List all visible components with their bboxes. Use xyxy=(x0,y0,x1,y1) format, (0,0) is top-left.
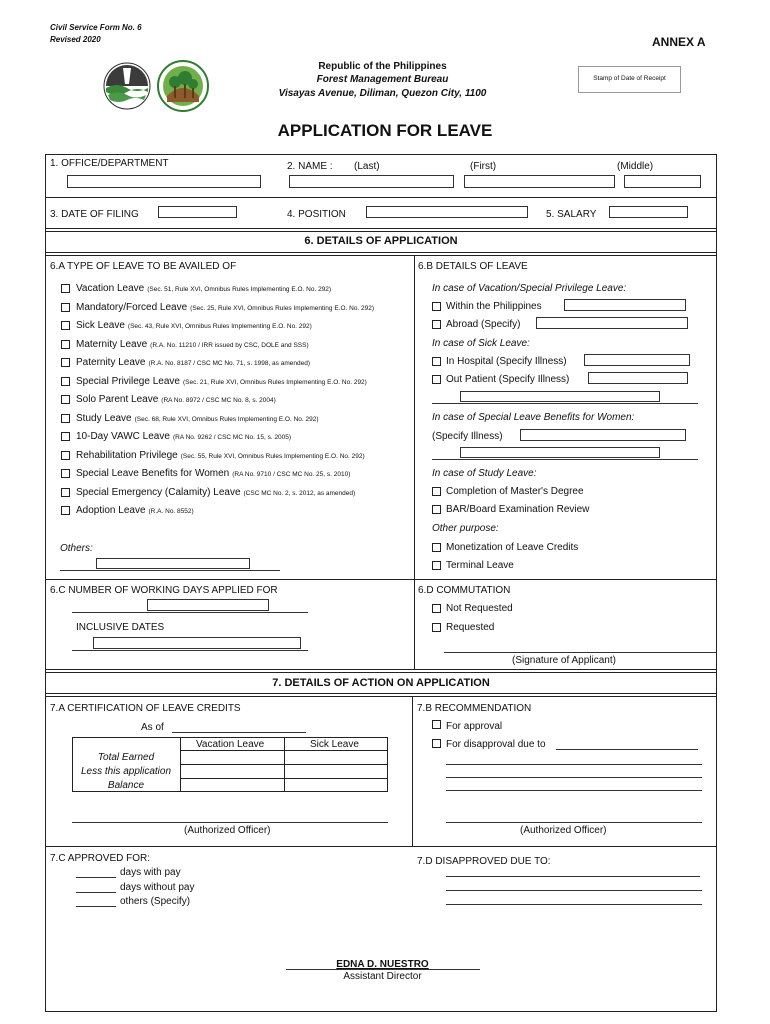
out-patient-extra-field[interactable] xyxy=(460,391,660,402)
table-row: Total Earned xyxy=(97,752,155,763)
leave-type-checkbox[interactable] xyxy=(61,451,70,460)
women-illness-field[interactable] xyxy=(520,429,686,441)
leave-type-item xyxy=(76,376,367,387)
women-line xyxy=(432,459,698,460)
leave-type-name: Special Privilege Leave xyxy=(76,376,180,387)
column-divider xyxy=(412,696,413,846)
requested-label: Requested xyxy=(446,622,495,633)
address-text: Visayas Avenue, Diliman, Quezon City, 1100 xyxy=(278,88,487,99)
days-with-pay-line xyxy=(76,877,116,878)
monetization-label: Monetization of Leave Credits xyxy=(446,542,579,553)
leave-type-checkbox[interactable] xyxy=(61,506,70,515)
abroad-field[interactable] xyxy=(536,317,688,329)
divider xyxy=(45,693,717,694)
republic-text: Republic of the Philippines xyxy=(318,61,447,72)
bar-review-checkbox[interactable] xyxy=(432,505,441,514)
as-of-label: As of xyxy=(141,722,164,733)
leave-type-reference: (R.A. No. 8552) xyxy=(148,508,194,515)
leave-type-name: Study Leave xyxy=(76,413,132,424)
disapproval-line xyxy=(446,764,702,765)
name-last-label: (Last) xyxy=(354,161,380,172)
date-filing-label: 3. DATE OF FILING xyxy=(50,209,139,220)
authorized-officer-label-b: (Authorized Officer) xyxy=(520,825,607,836)
within-philippines-checkbox[interactable] xyxy=(432,302,441,311)
terminal-leave-label: Terminal Leave xyxy=(446,560,514,571)
table-row: Balance xyxy=(107,780,145,791)
bar-review-label: BAR/Board Examination Review xyxy=(446,504,590,515)
col-vacation-header: Vacation Leave xyxy=(196,739,265,750)
leave-type-checkbox[interactable] xyxy=(61,303,70,312)
disapproved-line xyxy=(446,904,702,905)
divider xyxy=(45,579,717,580)
leave-type-name: Rehabilitation Privilege xyxy=(76,450,178,461)
office-label: 1. OFFICE/DEPARTMENT xyxy=(50,158,169,169)
section6a-title: 6.A TYPE OF LEAVE TO BE AVAILED OF xyxy=(50,261,237,272)
out-patient-checkbox[interactable] xyxy=(432,375,441,384)
terminal-leave-checkbox[interactable] xyxy=(432,561,441,570)
table-row-divider xyxy=(180,750,388,751)
leave-type-item xyxy=(76,302,374,313)
in-hospital-checkbox[interactable] xyxy=(432,357,441,366)
out-patient-line xyxy=(432,403,698,404)
women-case-label: In case of Special Leave Benefits for Women: xyxy=(432,412,635,423)
days-without-pay-line xyxy=(76,892,116,893)
disapproved-line xyxy=(446,890,702,891)
divider xyxy=(45,846,717,847)
section7b-title: 7.B RECOMMENDATION xyxy=(417,703,532,714)
divider xyxy=(45,231,717,232)
leave-type-reference: (CSC MC No. 2, s. 2012, as amended) xyxy=(243,490,356,497)
position-field[interactable] xyxy=(366,206,528,218)
days-without-pay-label: days without pay xyxy=(120,882,195,893)
leave-type-name: Paternity Leave xyxy=(76,357,146,368)
divider xyxy=(45,228,717,229)
annex-label: ANNEX A xyxy=(652,35,706,49)
not-requested-checkbox[interactable] xyxy=(432,604,441,613)
form-number: Civil Service Form No. 6 xyxy=(50,23,142,32)
disapproval-line xyxy=(446,777,702,778)
leave-type-checkbox[interactable] xyxy=(61,358,70,367)
inclusive-dates-label: INCLUSIVE DATES xyxy=(76,622,165,633)
for-disapproval-label: For disapproval due to xyxy=(446,739,546,750)
leave-type-reference: (R.A. No. 11210 / IRR issued by CSC, DOLE and SSS) xyxy=(150,342,309,349)
leave-type-item xyxy=(76,450,365,461)
stamp-box: Stamp of Date of Receipt xyxy=(578,66,681,93)
leave-type-name: Solo Parent Leave xyxy=(76,394,159,405)
leave-type-reference: (Sec. 43, Rule XVI, Omnibus Rules Implementing E.O. No. 292) xyxy=(127,323,312,330)
last-name-field[interactable] xyxy=(289,175,454,188)
signature-label: (Signature of Applicant) xyxy=(512,655,616,666)
name-label: 2. NAME : xyxy=(287,161,333,172)
leave-type-item xyxy=(76,320,312,331)
leave-type-checkbox[interactable] xyxy=(61,432,70,441)
leave-type-reference: (RA No. 9262 / CSC MC No. 15, s. 2005) xyxy=(172,434,292,441)
leave-type-item xyxy=(76,505,194,516)
disapproval-line xyxy=(446,790,702,791)
leave-type-item xyxy=(76,431,291,442)
leave-type-checkbox[interactable] xyxy=(61,414,70,423)
study-case-label: In case of Study Leave: xyxy=(432,468,537,479)
leave-type-item xyxy=(76,468,350,479)
in-hospital-label: In Hospital (Specify Illness) xyxy=(446,356,567,367)
leave-type-name: Mandatory/Forced Leave xyxy=(76,302,188,313)
position-label: 4. POSITION xyxy=(287,209,346,220)
masters-label: Completion of Master's Degree xyxy=(446,486,584,497)
out-patient-label: Out Patient (Specify Illness) xyxy=(446,374,570,385)
leave-type-reference: (Sec. 21, Rule XVI, Omnibus Rules Implementing E.O. No. 292) xyxy=(182,379,367,386)
salary-field[interactable] xyxy=(609,206,688,218)
name-middle-label: (Middle) xyxy=(617,161,654,172)
inclusive-dates-field[interactable] xyxy=(93,637,301,649)
section6c-title: 6.C NUMBER OF WORKING DAYS APPLIED FOR xyxy=(50,585,278,596)
others-label: Others: xyxy=(60,543,93,554)
leave-type-checkbox[interactable] xyxy=(61,469,70,478)
section6-title: 6. DETAILS OF APPLICATION xyxy=(304,235,458,247)
others-field[interactable] xyxy=(96,558,250,569)
others-line xyxy=(60,570,280,571)
signature-line xyxy=(444,652,716,653)
leave-type-checkbox[interactable] xyxy=(61,284,70,293)
divider xyxy=(45,252,717,253)
section7a-title: 7.A CERTIFICATION OF LEAVE CREDITS xyxy=(50,703,241,714)
for-approval-label: For approval xyxy=(446,721,503,732)
table-row-divider xyxy=(180,778,388,779)
working-days-field[interactable] xyxy=(147,599,269,611)
abroad-checkbox[interactable] xyxy=(432,320,441,329)
inclusive-dates-line xyxy=(72,650,308,651)
signatory-title: Assistant Director xyxy=(343,971,422,982)
leave-type-name: Special Emergency (Calamity) Leave xyxy=(76,487,241,498)
leave-type-name: Sick Leave xyxy=(76,320,125,331)
leave-type-reference: (RA No. 8972 / CSC MC No. 8, s. 2004) xyxy=(161,397,276,404)
monetization-checkbox[interactable] xyxy=(432,543,441,552)
within-philippines-label: Within the Philippines xyxy=(446,301,542,312)
disapproval-line xyxy=(556,749,698,750)
divider xyxy=(45,255,717,256)
signatory-name: EDNA D. NUESTRO xyxy=(336,959,429,970)
section7d-title: 7.D DISAPPROVED DUE TO: xyxy=(417,856,551,867)
leave-type-item xyxy=(76,394,276,405)
leave-type-reference: (Sec. 68, Rule XVI, Omnibus Rules Implementing E.O. No. 292) xyxy=(134,416,319,423)
leave-type-item xyxy=(76,283,331,294)
leave-type-checkbox[interactable] xyxy=(61,321,70,330)
leave-type-checkbox[interactable] xyxy=(61,488,70,497)
section7c-title: 7.C APPROVED FOR: xyxy=(50,853,151,864)
date-filing-field[interactable] xyxy=(158,206,237,218)
authorized-officer-label: (Authorized Officer) xyxy=(184,825,271,836)
section6b-title: 6.B DETAILS OF LEAVE xyxy=(418,261,528,272)
form-revised: Revised 2020 xyxy=(50,35,101,44)
middle-name-field[interactable] xyxy=(624,175,701,188)
masters-checkbox[interactable] xyxy=(432,487,441,496)
specify-illness-label: (Specify Illness) xyxy=(432,431,503,442)
leave-type-checkbox[interactable] xyxy=(61,377,70,386)
leave-type-name: Special Leave Benefits for Women xyxy=(76,468,230,479)
others-specify-label: others (Specify) xyxy=(120,896,191,907)
leave-type-name: Vacation Leave xyxy=(76,283,145,294)
as-of-line xyxy=(172,732,306,733)
salary-label: 5. SALARY xyxy=(546,209,597,220)
leave-type-item xyxy=(76,339,309,350)
leave-type-checkbox[interactable] xyxy=(61,340,70,349)
sick-case-label: In case of Sick Leave: xyxy=(432,338,530,349)
office-field[interactable] xyxy=(67,175,261,188)
leave-type-reference: (Sec. 55, Rule XVI, Omnibus Rules Implementing E.O. No. 292) xyxy=(180,453,365,460)
leave-type-name: Adoption Leave xyxy=(76,505,146,516)
leave-type-item xyxy=(76,413,319,424)
leave-type-name: 10-Day VAWC Leave xyxy=(76,431,170,442)
leave-type-reference: (R.A. No. 8187 / CSC MC No. 71, s. 1998, as amended) xyxy=(148,360,310,367)
leave-type-item xyxy=(76,357,310,368)
other-purpose-label: Other purpose: xyxy=(432,523,499,534)
name-first-label: (First) xyxy=(470,161,497,172)
officer-signature-line-b xyxy=(446,822,702,823)
divider xyxy=(45,672,717,673)
days-with-pay-label: days with pay xyxy=(120,867,181,878)
divider xyxy=(45,669,717,670)
section6d-title: 6.D COMMUTATION xyxy=(418,585,511,596)
column-divider xyxy=(414,255,415,669)
section7-title: 7. DETAILS OF ACTION ON APPLICATION xyxy=(272,677,490,689)
disapproved-line xyxy=(446,876,700,877)
leave-type-reference: (Sec. 51, Rule XVI, Omnibus Rules Implementing E.O. No. 292) xyxy=(147,286,332,293)
leave-type-checkbox[interactable] xyxy=(61,395,70,404)
not-requested-label: Not Requested xyxy=(446,603,513,614)
within-philippines-field[interactable] xyxy=(564,299,686,311)
divider xyxy=(45,197,717,198)
leave-type-item xyxy=(76,487,355,498)
officer-signature-line xyxy=(72,822,388,823)
women-extra-field[interactable] xyxy=(460,447,660,458)
leave-type-name: Maternity Leave xyxy=(76,339,148,350)
leave-type-reference: (RA No. 9710 / CSC MC No. 25, s. 2010) xyxy=(232,471,351,478)
in-hospital-field[interactable] xyxy=(584,354,690,366)
divider xyxy=(45,696,717,697)
table-row: Less this application xyxy=(80,766,172,777)
working-days-line xyxy=(72,612,308,613)
for-approval-checkbox[interactable] xyxy=(432,720,441,729)
for-disapproval-checkbox[interactable] xyxy=(432,739,441,748)
others-specify-line xyxy=(76,906,116,907)
out-patient-field[interactable] xyxy=(588,372,688,384)
bureau-text: Forest Management Bureau xyxy=(316,74,449,85)
vacation-case-label: In case of Vacation/Special Privilege Leave: xyxy=(432,283,627,294)
page-title: APPLICATION FOR LEAVE xyxy=(277,121,493,140)
col-sick-header: Sick Leave xyxy=(310,739,359,750)
table-row-divider xyxy=(180,764,388,765)
leave-type-reference: (Sec. 25, Rule XVI, Omnibus Rules Implementing E.O. No. 292) xyxy=(190,305,375,312)
first-name-field[interactable] xyxy=(464,175,615,188)
abroad-label: Abroad (Specify) xyxy=(446,319,521,330)
requested-checkbox[interactable] xyxy=(432,623,441,632)
